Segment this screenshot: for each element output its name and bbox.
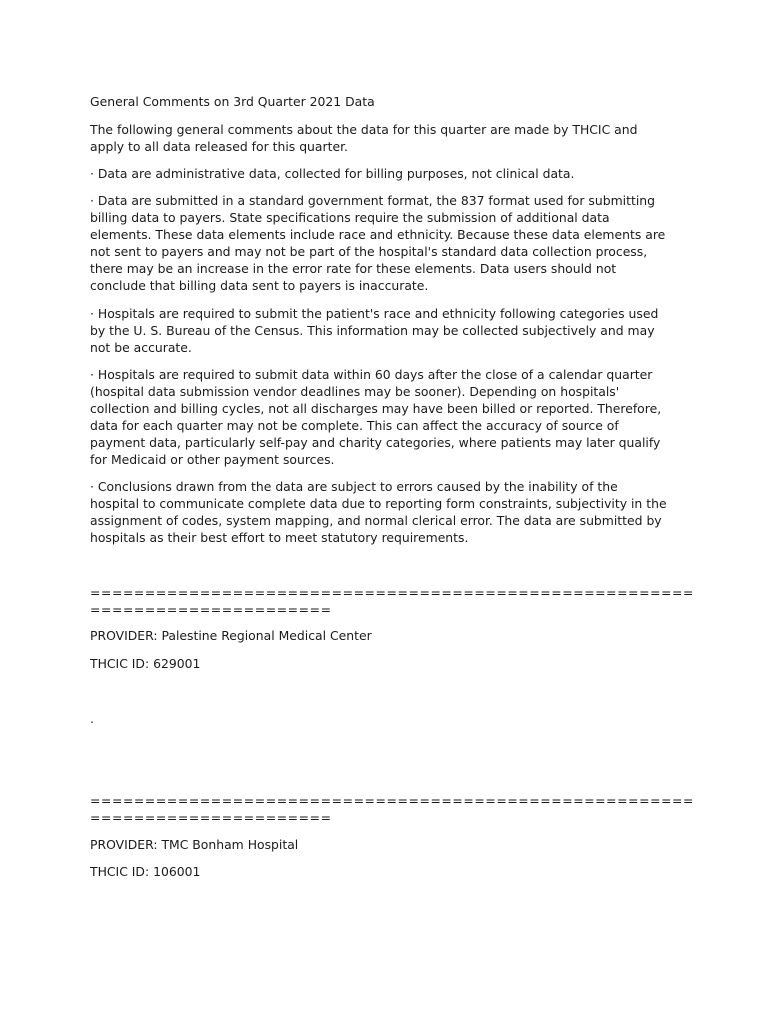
bullet-administrative-data: · Data are administrative data, collected for billing purposes, not clinical data.	[90, 166, 575, 181]
provider-name: PROVIDER: TMC Bonham Hospital	[90, 837, 299, 852]
provider-comment: .	[90, 711, 94, 726]
bullet-standard-format: · Data are submitted in a standard government format, the 837 format used for submitting billing data to payers. State specifications require the submission of additional data elements. These data elements include race and ethnicity. Because these data elements are not sent to payers and may not be part of the hospital's standard data collection process, there may be an increase in the error rate for these elements. Data users should not conclude that billing data sent to payers is inaccurate.	[90, 193, 666, 293]
bullet-submission-deadline: · Hospitals are required to submit data within 60 days after the close of a calendar quarter (hospital data submission vendor deadlines may be sooner). Depending on hospitals' collection and billing cycles, not all discharges may have been billed or reported. Therefore, data for each quarter may not be complete. This can affect the accuracy of source of payment data, particularly self-pay and charity categories, where patients may later qualify for Medicaid or other payment sources.	[90, 367, 662, 467]
intro-paragraph: The following general comments about the data for this quarter are made by THCIC and apply to all data released for this quarter.	[90, 122, 638, 154]
document-heading: General Comments on 3rd Quarter 2021 Data	[90, 94, 375, 109]
provider-thcic-id: THCIC ID: 106001	[90, 864, 201, 879]
provider-thcic-id: THCIC ID: 629001	[90, 656, 201, 671]
bullet-conclusions: · Conclusions drawn from the data are subject to errors caused by the inability of the hospital to communicate complete data due to reporting form constraints, subjectivity in the assignment of codes, system mapping, and normal clerical error. The data are submitted by hospitals as their best effort to meet statutory requirements.	[90, 479, 667, 545]
bullet-race-ethnicity: · Hospitals are required to submit the patient's race and ethnicity following categories used by the U. S. Bureau of the Census. This information may be collected subjectively and may not be accurate.	[90, 306, 659, 355]
separator-line: ======================================================= ======================	[90, 585, 695, 617]
separator-line: ======================================================= ======================	[90, 793, 695, 825]
provider-name: PROVIDER: Palestine Regional Medical Center	[90, 628, 372, 643]
